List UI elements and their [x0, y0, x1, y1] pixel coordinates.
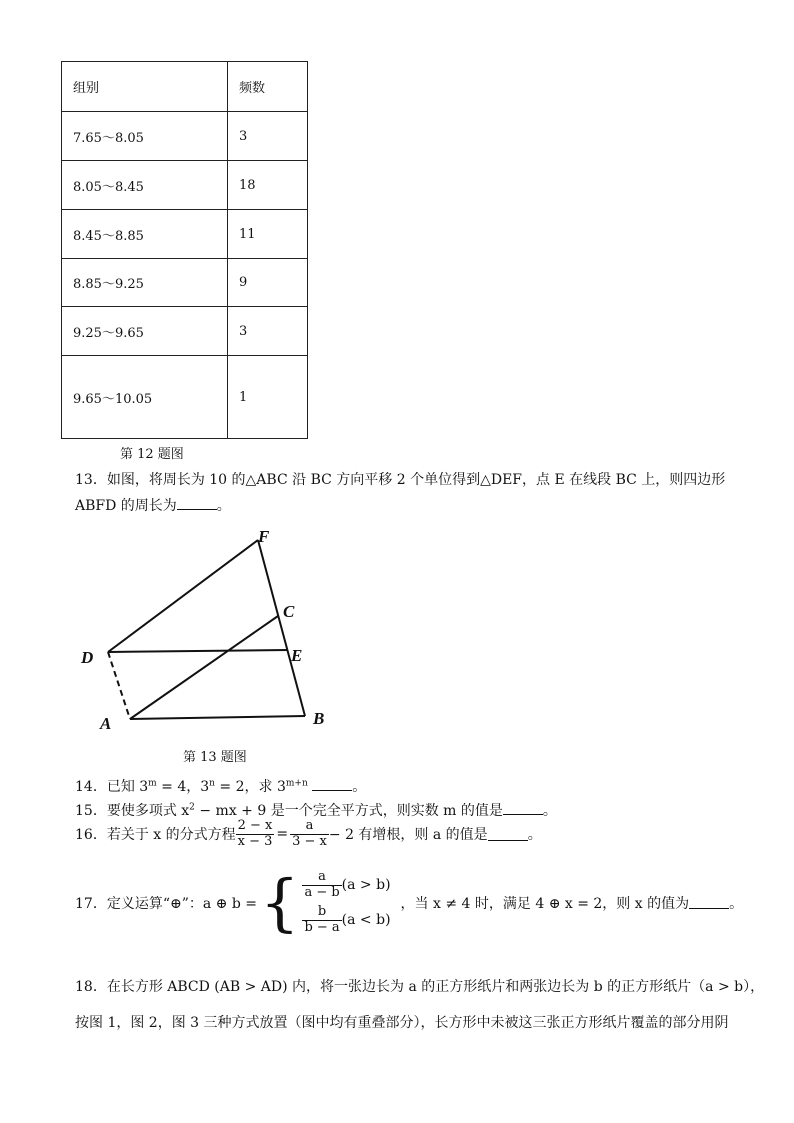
q13-line1: 13．如图，将周长为 10 的△ABC 沿 BC 方向平移 2 个单位得到△DEF，点 E 在线段 BC 上，则四边形 — [75, 472, 726, 488]
answer-blank — [177, 497, 217, 510]
q17 — [75, 865, 744, 939]
table-cell-group: 8.45～8.85 — [62, 210, 228, 259]
table-row — [62, 259, 308, 307]
table-header-row — [62, 62, 308, 112]
q16-suffix: − 2 有增根，则 a 的值是 — [328, 827, 488, 844]
case-1-condition: (a > b) — [341, 877, 391, 894]
figure-13-diagram — [70, 522, 340, 737]
q15-sup: 2 — [189, 802, 195, 813]
q15-end: 。 — [542, 803, 557, 819]
q14-prefix: 14．已知 3 — [75, 779, 149, 795]
table-cell-group: 8.05～8.45 — [62, 161, 228, 210]
figure-12-caption: 第 12 题图 — [120, 447, 184, 462]
figure-13-caption: 第 13 题图 — [183, 750, 247, 765]
q14-exp-mn: m+n — [285, 778, 308, 789]
case-2-fraction — [302, 905, 341, 936]
q14 — [75, 776, 366, 796]
table-cell-frequency: 3 — [228, 112, 308, 161]
q17-prefix: 17．定义运算“⊕”：a ⊕ b = — [75, 895, 257, 912]
q15 — [75, 800, 557, 820]
q17-end: 。 — [729, 895, 744, 912]
table-cell-group: 7.65～8.05 — [62, 112, 228, 161]
q15-text-b: − mx + 9 是一个完全平方式，则实数 m 的值是 — [194, 803, 503, 819]
table-row — [62, 307, 308, 356]
answer-blank — [312, 778, 352, 791]
table-cell-group: 9.25～9.65 — [62, 307, 228, 356]
table-cell-frequency: 11 — [228, 210, 308, 259]
table-row — [62, 112, 308, 161]
segment-ab — [130, 716, 305, 719]
q16-equals: = — [276, 826, 289, 843]
q13-end: 。 — [216, 498, 231, 514]
q14-end: 。 — [352, 779, 367, 795]
q15-text-a: 15．要使多项式 x — [75, 803, 190, 819]
label-e: E — [291, 646, 303, 665]
q14-exp-n: n — [209, 778, 215, 789]
q18-line2: 按图 1，图 2，图 3 三种方式放置（图中均有重叠部分），长方形中未被这三张正方形纸片覆盖的部分用阴 — [75, 1015, 729, 1031]
q16-fraction-1 — [236, 819, 275, 850]
q13-line2 — [75, 495, 231, 515]
q16 — [75, 819, 542, 850]
q14-mid1: = 4，3 — [156, 779, 210, 795]
segment-ac — [130, 616, 278, 719]
fraction-denominator: 3 − x — [292, 833, 327, 849]
table-cell-frequency: 18 — [228, 161, 308, 210]
q17-suffix: ，当 x ≠ 4 时，满足 4 ⊕ x = 2，则 x 的值为 — [400, 895, 690, 912]
q13-line2-text: ABFD 的周长为 — [75, 498, 177, 514]
answer-blank — [503, 802, 543, 815]
label-d: D — [81, 648, 94, 667]
case-1-fraction — [302, 870, 341, 901]
segment-df — [108, 540, 258, 652]
table-row — [62, 356, 308, 439]
table-cell-group: 9.65～10.05 — [62, 356, 228, 439]
table-cell-frequency: 1 — [228, 356, 308, 439]
segment-da-dashed — [108, 652, 130, 719]
q18-line1: 18．在长方形 ABCD (AB > AD) 内，将一张边长为 a 的正方形纸片和两张边长为 b 的正方形纸片（a > b）， — [75, 979, 765, 995]
fraction-numerator: a — [290, 819, 329, 835]
q17-cases — [302, 870, 390, 936]
case-2-condition: (a < b) — [341, 912, 391, 929]
fraction-denominator: a − b — [304, 884, 340, 900]
fraction-numerator: b — [302, 905, 341, 921]
q17-case-2 — [302, 905, 390, 936]
table-cell-frequency: 3 — [228, 307, 308, 356]
header-group: 组别 — [62, 62, 228, 112]
q14-exp-m: m — [148, 778, 157, 789]
answer-blank — [689, 896, 729, 909]
table-row — [62, 210, 308, 259]
label-b: B — [313, 709, 325, 728]
segment-fb — [258, 540, 305, 716]
q17-case-1 — [302, 870, 390, 901]
fraction-numerator: a — [302, 870, 341, 886]
table-cell-frequency: 9 — [228, 259, 308, 307]
q16-end: 。 — [527, 827, 542, 844]
frequency-table — [61, 61, 308, 439]
segment-de — [108, 650, 288, 652]
table-row — [62, 161, 308, 210]
q14-mid2: = 2，求 3 — [214, 779, 286, 795]
label-a: A — [100, 714, 112, 733]
q16-prefix: 16．若关于 x 的分式方程 — [75, 827, 236, 844]
answer-blank — [488, 828, 528, 841]
label-c: C — [283, 602, 295, 621]
fraction-denominator: x − 3 — [237, 833, 273, 849]
fraction-denominator: b − a — [304, 919, 340, 935]
table-cell-group: 8.85～9.25 — [62, 259, 228, 307]
header-frequency: 频数 — [228, 62, 308, 112]
q16-fraction-2 — [290, 819, 329, 850]
fraction-numerator: 2 − x — [237, 818, 273, 833]
label-f: F — [258, 527, 270, 546]
left-brace-icon: { — [259, 865, 300, 939]
